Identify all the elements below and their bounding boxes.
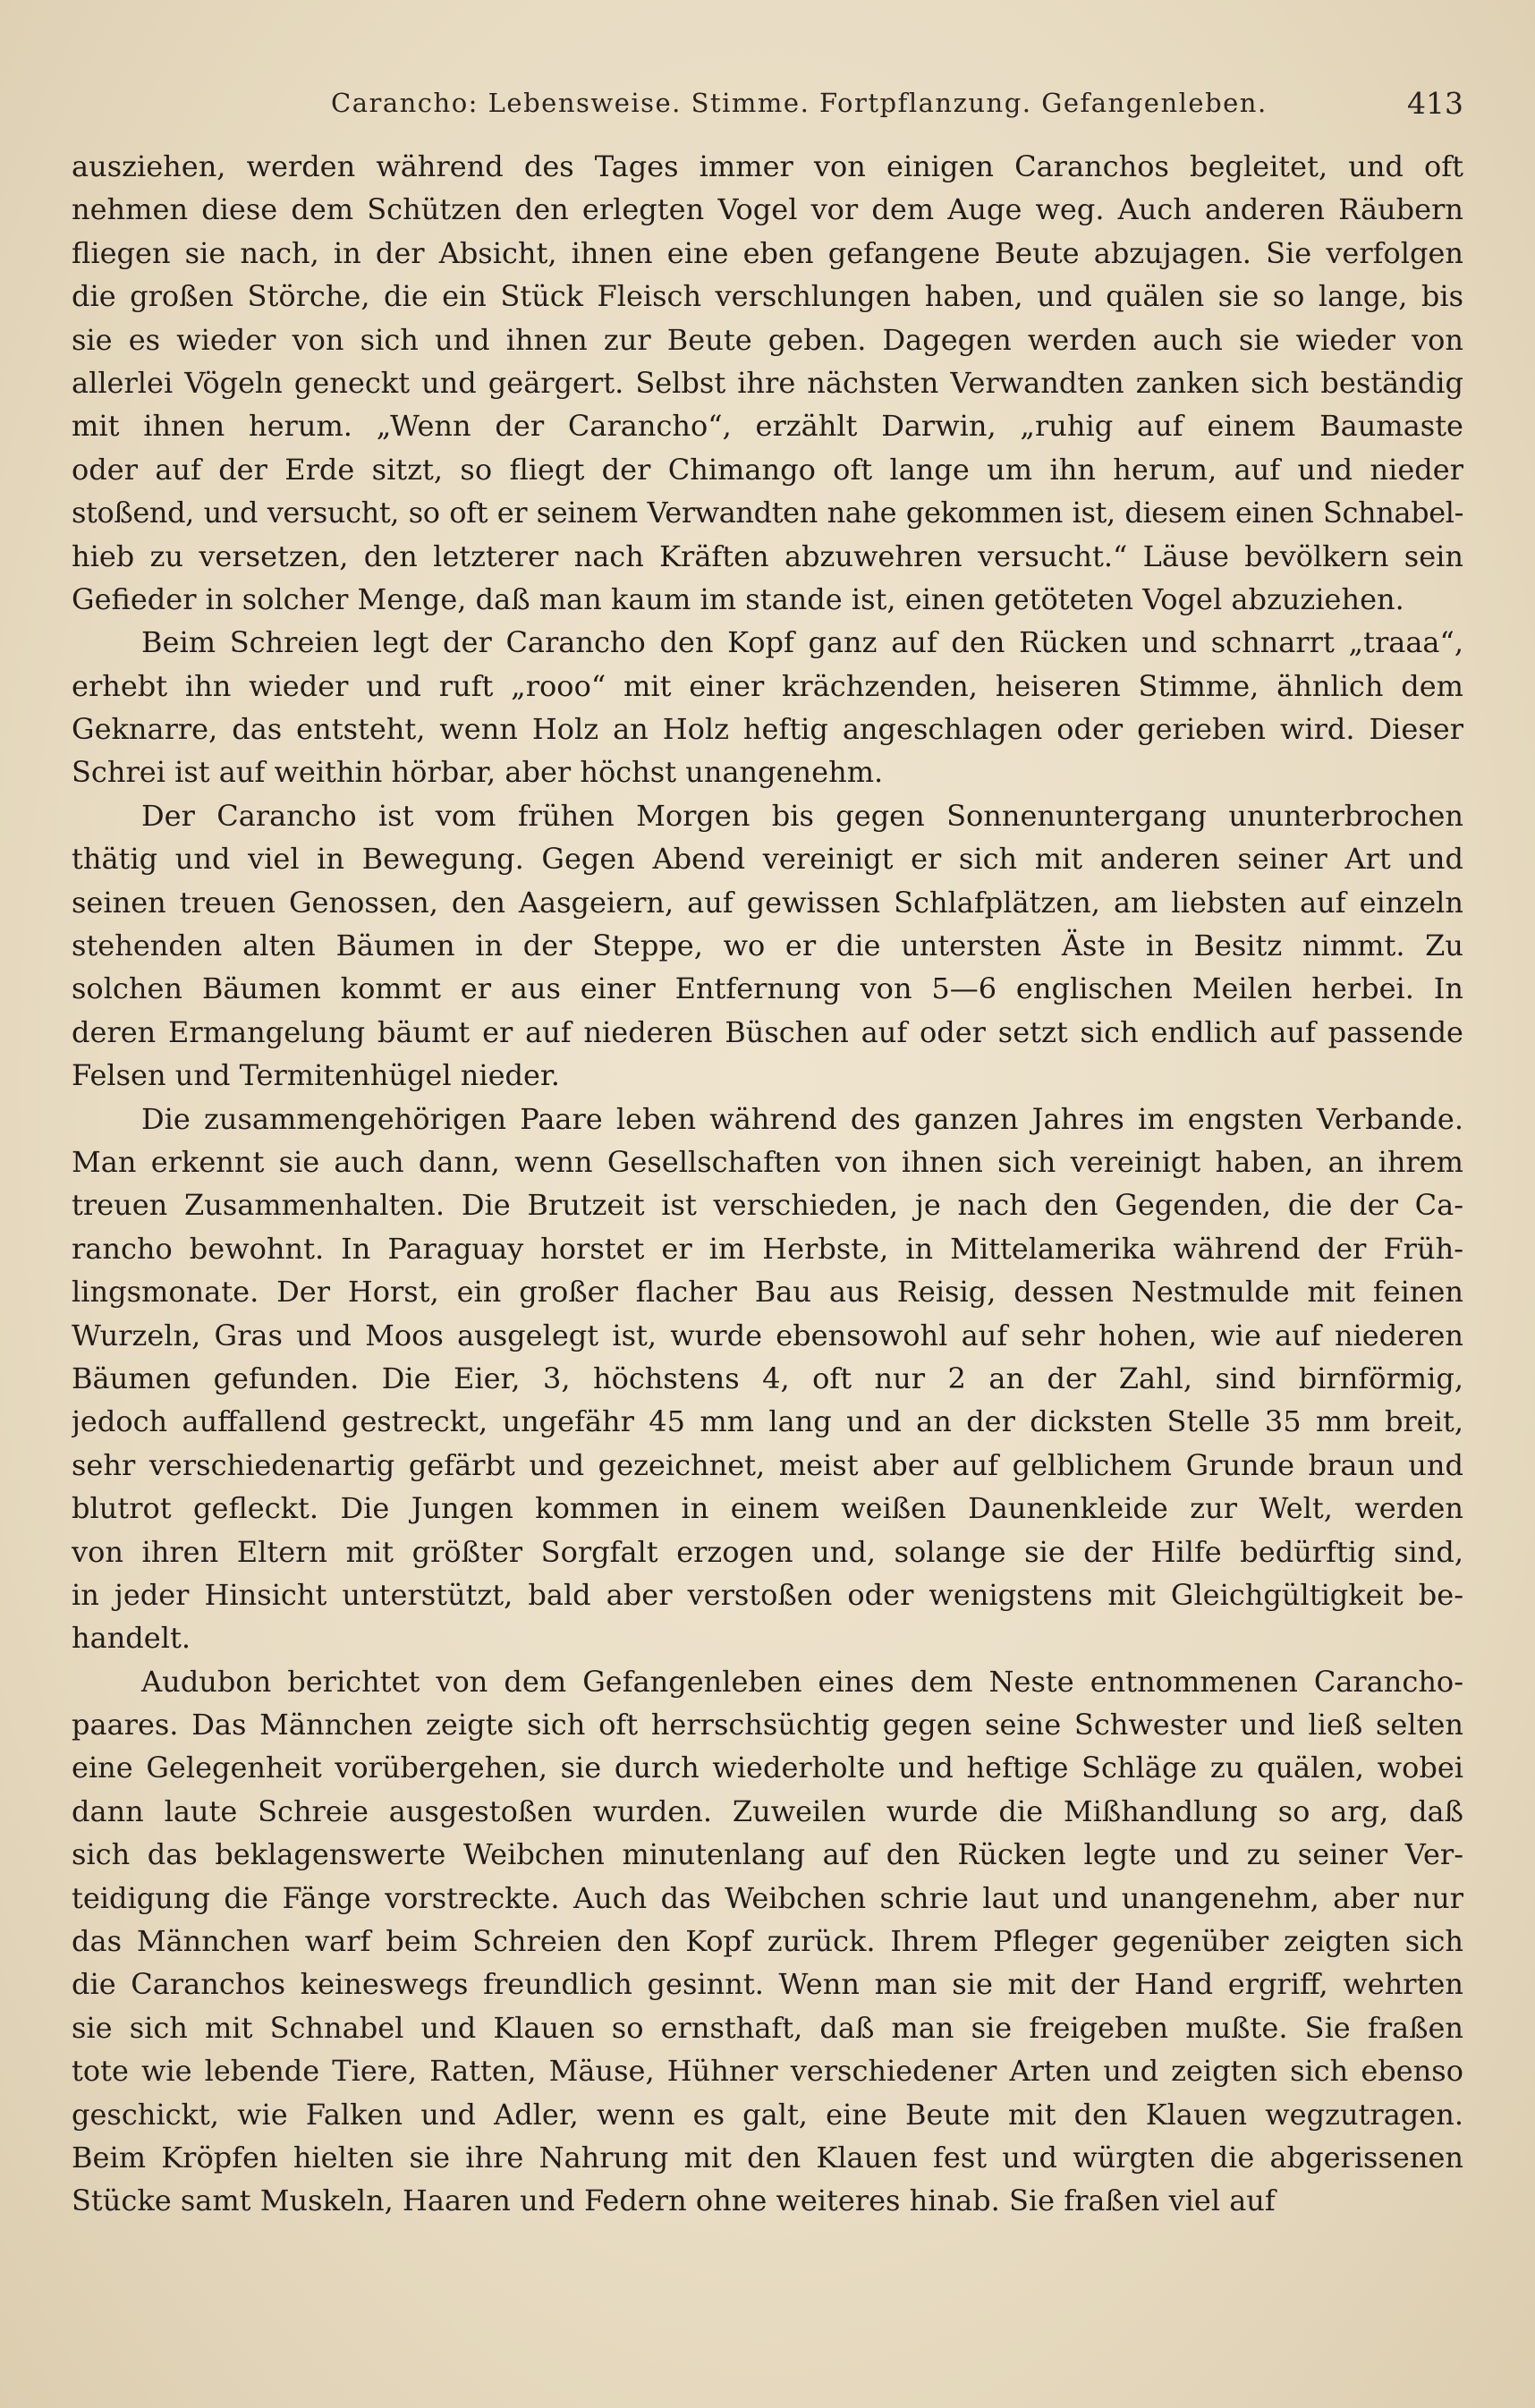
text-line-content: das Männchen warf beim Schreien den Kopf zurück. Ihrem Pfleger gegenüber zeigten sich: [72, 1924, 1463, 1959]
text-line: [72, 1183, 1463, 1226]
text-line: Felsen und Termitenhügel nieder.: [72, 1058, 560, 1093]
text-line-content: rancho bewohnt. In Paraguay horstet er im Herbste, in Mittelamerika während der Früh-: [72, 1231, 1463, 1266]
text-line: [72, 881, 1463, 924]
text-line: Stücke samt Muskeln, Haaren und Federn ohne weiteres hinab. Sie fraßen viel auf: [72, 2183, 1276, 2218]
text-line-content: eine Gelegenheit vorübergehen, sie durch wiederholte und heftige Schläge zu quälen, wobei: [72, 1751, 1463, 1785]
text-line: [72, 535, 1463, 578]
text-line-content: ausziehen, werden während des Tages immer von einigen Caranchos begleitet, und oft: [72, 149, 1463, 183]
text-line: [72, 1227, 1463, 1270]
text-line-content: allerlei Vögeln geneckt und geärgert. Selbst ihre nächsten Verwandten zanken sich beständig: [72, 365, 1463, 400]
text-line: [72, 1573, 1463, 1616]
text-line: [72, 1530, 1463, 1573]
text-line-content: Man erkennt sie auch dann, wenn Gesellschaften von ihnen sich vereinigt haben, an ihrem: [72, 1144, 1463, 1179]
text-line: [72, 2006, 1463, 2049]
text-line: [72, 1963, 1463, 2005]
text-line: [72, 275, 1463, 318]
text-line: [72, 1920, 1463, 1963]
text-line-content: Wurzeln, Gras und Moos ausgelegt ist, wurde ebensowohl auf sehr hohen, wie auf niederen: [72, 1318, 1463, 1352]
text-line-content: blutrot gefleckt. Die Jungen kommen in einem weißen Daunenkleide zur Welt, werden: [72, 1491, 1463, 1526]
text-line-content: in jeder Hinsicht unterstützt, bald aber verstoßen oder wenigstens mit Gleichgültigkeit be-: [72, 1577, 1463, 1612]
text-line: [72, 145, 1463, 188]
text-line: [72, 1660, 1463, 1703]
text-line-content: Audubon berichtet von dem Gefangenleben eines dem Neste entnommenen Carancho-: [141, 1664, 1463, 1699]
text-line: [72, 1400, 1463, 1443]
text-line: [72, 1140, 1463, 1183]
text-line: [72, 404, 1463, 447]
text-line: [72, 1877, 1463, 1920]
text-line: handelt.: [72, 1621, 191, 1656]
text-line: [72, 2049, 1463, 2092]
text-line-content: paares. Das Männchen zeigte sich oft herrschsüchtig gegen seine Schwester und ließ selten: [72, 1708, 1463, 1742]
text-line-content: fliegen sie nach, in der Absicht, ihnen eine eben gefangene Beute abzujagen. Sie verfolgen: [72, 235, 1463, 270]
text-line: Gefieder in solcher Menge, daß man kaum im stande ist, einen getöteten Vogel abzuziehen.: [72, 581, 1404, 616]
text-line: [72, 1357, 1463, 1400]
text-line: [72, 361, 1463, 404]
text-line: [72, 318, 1463, 361]
text-line-content: sehr verschiedenartig gefärbt und gezeichnet, meist aber auf gelblichem Grunde braun und: [72, 1447, 1463, 1482]
text-line: [72, 2093, 1463, 2136]
text-line-content: stehenden alten Bäumen in der Steppe, wo er die untersten Äste in Besitz nimmt. Zu: [72, 928, 1463, 963]
text-line-content: solchen Bäumen kommt er aus einer Entfernung von 5—6 englischen Meilen herbei. In: [72, 971, 1463, 1006]
text-line: [72, 1314, 1463, 1357]
text-line: [72, 491, 1463, 534]
text-line: [72, 1746, 1463, 1789]
text-line-content: von ihren Eltern mit größter Sorgfalt erzogen und, solange sie der Hilfe bedürftig sind,: [72, 1534, 1463, 1569]
text-line: [72, 967, 1463, 1010]
text-line: [72, 1444, 1463, 1487]
text-line: [72, 188, 1463, 231]
text-line: [72, 1790, 1463, 1833]
running-head: Carancho: Lebensweise. Stimme. Fortpflanzung. Gefangenleben.: [331, 88, 1268, 118]
text-line: [72, 665, 1463, 708]
text-line: [72, 1833, 1463, 1876]
text-line-content: oder auf der Erde sitzt, so fliegt der Chimango oft lange um ihn herum, auf und nieder: [72, 452, 1463, 487]
text-line-content: thätig und viel in Bewegung. Gegen Abend vereinigt er sich mit anderen seiner Art und: [72, 842, 1463, 877]
text-line-content: die großen Störche, die ein Stück Fleisch verschlungen haben, und quälen sie so lange, bis: [72, 279, 1463, 314]
text-line-content: tote wie lebende Tiere, Ratten, Mäuse, Hühner verschiedener Arten und zeigten sich ebenso: [72, 2054, 1463, 2089]
text-line-content: Die zusammengehörigen Paare leben während des ganzen Jahres im engsten Verbande.: [141, 1101, 1463, 1136]
text-line-content: Beim Kröpfen hielten sie ihre Nahrung mit den Klauen fest und würgten die abgerissenen: [72, 2140, 1463, 2175]
text-line-content: mit ihnen herum. „Wenn der Carancho“, erzählt Darwin, „ruhig auf einem Baumaste: [72, 409, 1463, 444]
text-line: [72, 448, 1463, 491]
text-line: [72, 794, 1463, 837]
text-line: [72, 232, 1463, 275]
page-number: 413: [1407, 86, 1463, 121]
text-line-content: sie sich mit Schnabel und Klauen so ernsthaft, daß man sie freigeben mußte. Sie fraßen: [72, 2010, 1463, 2045]
text-line-content: Bäumen gefunden. Die Eier, 3, höchstens 4, oft nur 2 an der Zahl, sind birnförmig,: [72, 1361, 1463, 1395]
text-line-content: seinen treuen Genossen, den Aasgeiern, auf gewissen Schlafplätzen, am liebsten auf einzeln: [72, 885, 1463, 920]
text-line: [72, 1098, 1463, 1140]
text-line: [72, 1011, 1463, 1054]
text-line-content: sie es wieder von sich und ihnen zur Beute geben. Dagegen werden auch sie wieder von: [72, 322, 1463, 357]
text-line-content: treuen Zusammenhalten. Die Brutzeit ist verschieden, je nach den Gegenden, die der Ca-: [72, 1188, 1463, 1223]
text-line: [72, 2136, 1463, 2179]
text-line: [72, 924, 1463, 967]
text-line-content: teidigung die Fänge vorstreckte. Auch das Weibchen schrie laut und unangenehm, aber nur: [72, 1880, 1463, 1915]
page-header: [72, 79, 1463, 132]
text-line-content: geschickt, wie Falken und Adler, wenn es galt, eine Beute mit den Klauen wegzutragen.: [72, 2097, 1463, 2132]
text-line-content: dann laute Schreie ausgestoßen wurden. Zuweilen wurde die Mißhandlung so arg, daß: [72, 1793, 1463, 1828]
text-line-content: Der Carancho ist vom frühen Morgen bis gegen Sonnenuntergang ununterbrochen: [141, 798, 1463, 833]
text-line: [72, 708, 1463, 750]
body-text: [72, 145, 1463, 2223]
text-line-content: sich das beklagenswerte Weibchen minutenlang auf den Rücken legte und zu seiner Ver-: [72, 1837, 1463, 1872]
text-line-content: erhebt ihn wieder und ruft „rooo“ mit einer krächzenden, heiseren Stimme, ähnlich dem: [72, 668, 1463, 703]
text-line: [72, 1487, 1463, 1530]
text-line-content: deren Ermangelung bäumt er auf niederen Büschen auf oder setzt sich endlich auf passende: [72, 1014, 1463, 1049]
text-line-content: lingsmonate. Der Horst, ein großer flacher Bau aus Reisig, dessen Nestmulde mit feinen: [72, 1275, 1463, 1310]
text-line: Schrei ist auf weithin hörbar, aber höchst unangenehm.: [72, 755, 884, 790]
text-line-content: Geknarre, das entsteht, wenn Holz an Holz heftig angeschlagen oder gerieben wird. Dieser: [72, 712, 1463, 747]
text-line: [72, 621, 1463, 664]
text-line: [72, 1703, 1463, 1746]
text-line: [72, 837, 1463, 880]
text-line-content: die Caranchos keineswegs freundlich gesinnt. Wenn man sie mit der Hand ergriff, wehrten: [72, 1967, 1463, 2002]
text-line-content: nehmen diese dem Schützen den erlegten Vogel vor dem Auge weg. Auch anderen Räubern: [72, 192, 1463, 227]
text-line-content: hieb zu versetzen, den letzterer nach Kräften abzuwehren versucht.“ Läuse bevölkern sein: [72, 538, 1463, 573]
text-line-content: jedoch auffallend gestreckt, ungefähr 45 mm lang und an der dicksten Stelle 35 mm breit,: [72, 1404, 1463, 1439]
text-line-content: stoßend, und versucht, so oft er seinem Verwandten nahe gekommen ist, diesem einen Schnabel-: [72, 496, 1463, 530]
text-line-content: Beim Schreien legt der Carancho den Kopf ganz auf den Rücken und schnarrt „traaa“,: [141, 625, 1463, 660]
text-line: [72, 1270, 1463, 1313]
